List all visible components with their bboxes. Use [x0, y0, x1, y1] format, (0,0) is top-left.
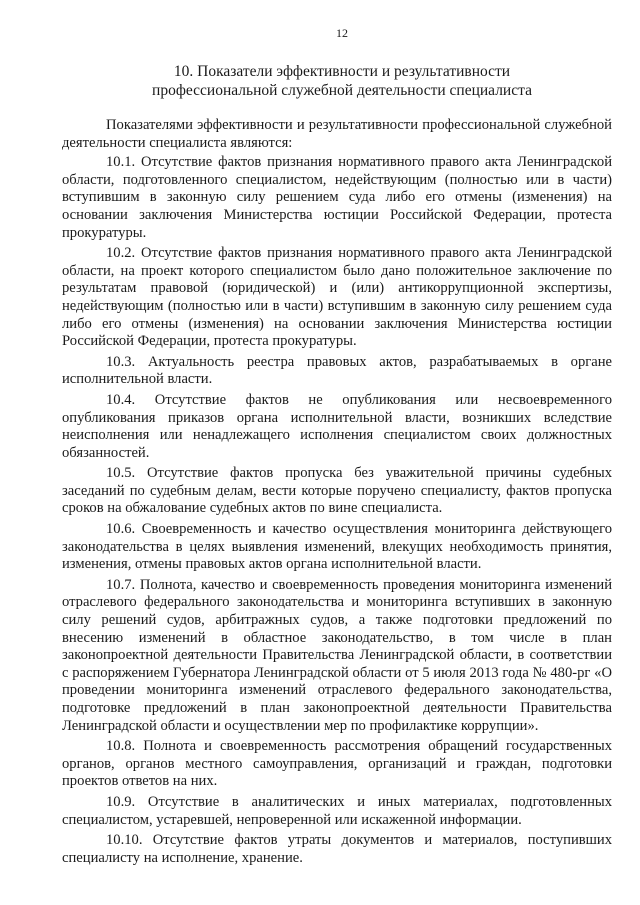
- item-10-7: 10.7. Полнота, качество и своевременность проведения мониторинга изменений отраслевого федерального законодательства и мониторинга вступивших в законную силу решений судов, арбитражных судов, а также подготовки предложений по внесению изменений в областное законодательство, в том числе в план законопроектной деятельности Правительства Ленинградской области, в соответствии с распоряжением Губернатора Ленинградской области от 5 июля 2013 года № 480-рг «О проведении мониторинга изменений отраслевого федерального законодательства, подготовке предложений в план законопроектной деятельности Правительства Ленинградской области и осуществлении мер по профилактике коррупции».: [62, 576, 612, 734]
- item-10-10: 10.10. Отсутствие фактов утраты документов и материалов, поступивших специалисту на исполнение, хранение.: [62, 832, 612, 866]
- item-10-9: 10.9. Отсутствие в аналитических и иных материалах, подготовленных специалистом, устаревшей, непроверенной или искаженной информации.: [62, 793, 612, 828]
- section-title: [72, 62, 612, 100]
- page-number: 12: [336, 26, 348, 40]
- item-10-1: 10.1. Отсутствие фактов признания нормативного правого акта Ленинградской области, подготовленного специалистом, недействующим (полностью или в части) вступившим в законную силу решением суда либо его отмены (изменения) на основании заключения Министерства юстиции Российской Федерации, протеста прокуратуры.: [62, 154, 612, 241]
- item-10-6: 10.6. Своевременность и качество осуществления мониторинга действующего законодательства в целях выявления изменений, влекущих необходимость принятия, изменения, отмены правовых актов органа исполнительной власти.: [62, 521, 612, 573]
- item-10-8: 10.8. Полнота и своевременность рассмотрения обращений государственных органов, органов местного самоуправления, организаций и граждан, подготовки проектов ответов на них.: [62, 738, 612, 790]
- section-title-line-1: 10. Показатели эффективности и результативности: [173, 63, 511, 80]
- section-title-line-2: профессиональной служебной деятельности специалиста: [152, 82, 532, 99]
- intro-paragraph: Показателями эффективности и результативности профессиональной служебной деятельности специалиста являются:: [62, 117, 612, 151]
- item-10-2: 10.2. Отсутствие фактов признания нормативного правого акта Ленинградской области, на проект которого специалистом было дано положительное заключение по результатам правовой (юридической) и (или) антикоррупционной экспертизы, недействующим (полностью или в части) вступившим в законную силу решением суда либо его отмены (изменения) на основании заключения Министерства юстиции Российской Федерации, протеста прокуратуры.: [62, 245, 612, 350]
- item-10-4: 10.4. Отсутствие фактов не опубликования или несвоевременного опубликования приказов органа исполнительной власти, возникших вследствие неисполнения или ненадлежащего исполнения специалистом своих должностных обязанностей.: [62, 391, 612, 461]
- item-10-5: 10.5. Отсутствие фактов пропуска без уважительной причины судебных заседаний по судебным делам, вести которые поручено специалисту, фактов пропуска сроков на обжалование судебных актов по вине специалиста.: [62, 465, 612, 517]
- item-10-3: 10.3. Актуальность реестра правовых актов, разрабатываемых в органе исполнительной власти.: [62, 353, 612, 388]
